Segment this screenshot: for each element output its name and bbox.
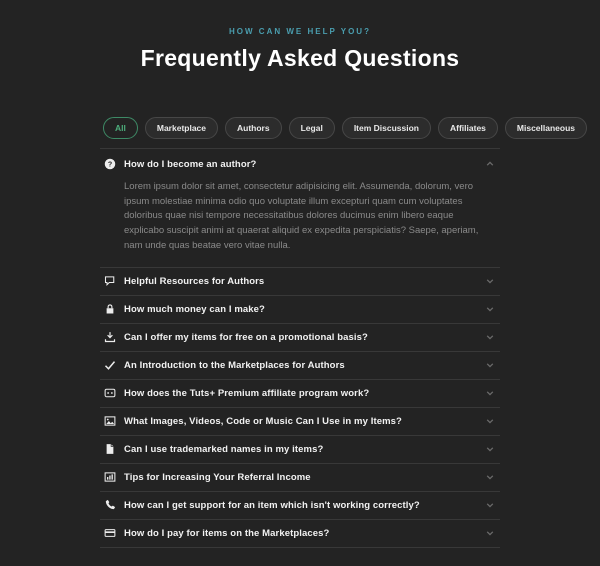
download-icon bbox=[103, 331, 116, 344]
faq-item-label: An Introduction to the Marketplaces for Authors bbox=[124, 359, 345, 371]
faq-item-label: How do I pay for items on the Marketplaces? bbox=[124, 527, 330, 539]
faq-item-label: How do I become an author? bbox=[124, 158, 257, 170]
chevron-down-icon bbox=[486, 361, 496, 369]
faq-item-label: What Images, Videos, Code or Music Can I Use in my Items? bbox=[124, 415, 402, 427]
faq-item-label: How much money can I make? bbox=[124, 303, 265, 315]
faq-item-label: Can I use trademarked names in my items? bbox=[124, 443, 324, 455]
chevron-down-icon bbox=[486, 389, 496, 397]
page-title: Frequently Asked Questions bbox=[140, 45, 460, 71]
faq-item-body: Lorem ipsum dolor sit amet, consectetur adipisicing elit. Assumenda, dolorum, vero ipsum molestiae minima odio quo voluptate illum excepturi quam cum voluptates doloribus quae nisi tempore necessitatibus dolores ducimus enim libero eaque explicabo suscipit animi at quaerat aliquid ex expedita perspiciatis? Saepe, aperiam, nam unde quas beatae vero vitae nulla. bbox=[124, 181, 479, 251]
eyebrow-text: HOW CAN WE HELP YOU? bbox=[229, 27, 371, 36]
faq-accordion bbox=[100, 148, 500, 548]
phone-icon bbox=[103, 499, 116, 512]
tab-affiliates[interactable]: Affiliates bbox=[438, 117, 498, 139]
image-icon bbox=[103, 415, 116, 428]
chevron-down-icon bbox=[486, 501, 496, 509]
faq-item-header[interactable] bbox=[100, 324, 500, 351]
tab-authors[interactable]: Authors bbox=[225, 117, 282, 139]
faq-item bbox=[100, 268, 500, 296]
svg-text:?: ? bbox=[107, 160, 112, 169]
faq-item bbox=[100, 408, 500, 436]
faq-item-header[interactable] bbox=[100, 380, 500, 407]
chevron-up-icon bbox=[486, 160, 496, 168]
bar-chart-icon bbox=[103, 471, 116, 484]
faq-item-header[interactable] bbox=[100, 436, 500, 463]
faq-item-label: Tips for Increasing Your Referral Income bbox=[124, 471, 311, 483]
faq-item-header[interactable] bbox=[100, 352, 500, 379]
credit-card-icon bbox=[103, 527, 116, 540]
chevron-down-icon bbox=[486, 445, 496, 453]
chevron-down-icon bbox=[486, 473, 496, 481]
faq-item bbox=[100, 520, 500, 548]
faq-item bbox=[100, 436, 500, 464]
file-icon bbox=[103, 443, 116, 456]
faq-item-header[interactable] bbox=[100, 268, 500, 295]
tab-miscellaneous[interactable]: Miscellaneous bbox=[505, 117, 587, 139]
tab-marketplace[interactable]: Marketplace bbox=[145, 117, 218, 139]
comment-dots-icon bbox=[103, 387, 116, 400]
faq-item-label: How can I get support for an item which isn't working correctly? bbox=[124, 499, 420, 511]
lock-icon bbox=[103, 303, 116, 316]
faq-item-header[interactable] bbox=[100, 296, 500, 323]
chevron-down-icon bbox=[486, 305, 496, 313]
faq-item-label: How does the Tuts+ Premium affiliate program work? bbox=[124, 387, 370, 399]
faq-item-label: Helpful Resources for Authors bbox=[124, 275, 265, 287]
chevron-down-icon bbox=[486, 417, 496, 425]
faq-item-header[interactable] bbox=[100, 149, 500, 179]
faq-item bbox=[100, 324, 500, 352]
comments-icon bbox=[103, 275, 116, 288]
check-icon bbox=[103, 359, 116, 372]
tab-legal[interactable]: Legal bbox=[289, 117, 335, 139]
faq-item-header[interactable] bbox=[100, 492, 500, 519]
chevron-down-icon bbox=[486, 277, 496, 285]
tab-item-discussion[interactable]: Item Discussion bbox=[342, 117, 431, 139]
tab-all[interactable]: All bbox=[103, 117, 138, 139]
faq-item-label: Can I offer my items for free on a promotional basis? bbox=[124, 331, 368, 343]
chevron-down-icon bbox=[486, 529, 496, 537]
faq-item-header[interactable] bbox=[100, 464, 500, 491]
filter-tabs bbox=[103, 117, 576, 139]
faq-item-header[interactable] bbox=[100, 520, 500, 547]
question-circle-icon bbox=[103, 158, 116, 171]
faq-item bbox=[100, 296, 500, 324]
faq-item bbox=[100, 380, 500, 408]
faq-item bbox=[100, 464, 500, 492]
faq-item bbox=[100, 352, 500, 380]
faq-item-header[interactable] bbox=[100, 408, 500, 435]
faq-item bbox=[100, 492, 500, 520]
chevron-down-icon bbox=[486, 333, 496, 341]
faq-item bbox=[100, 149, 500, 268]
